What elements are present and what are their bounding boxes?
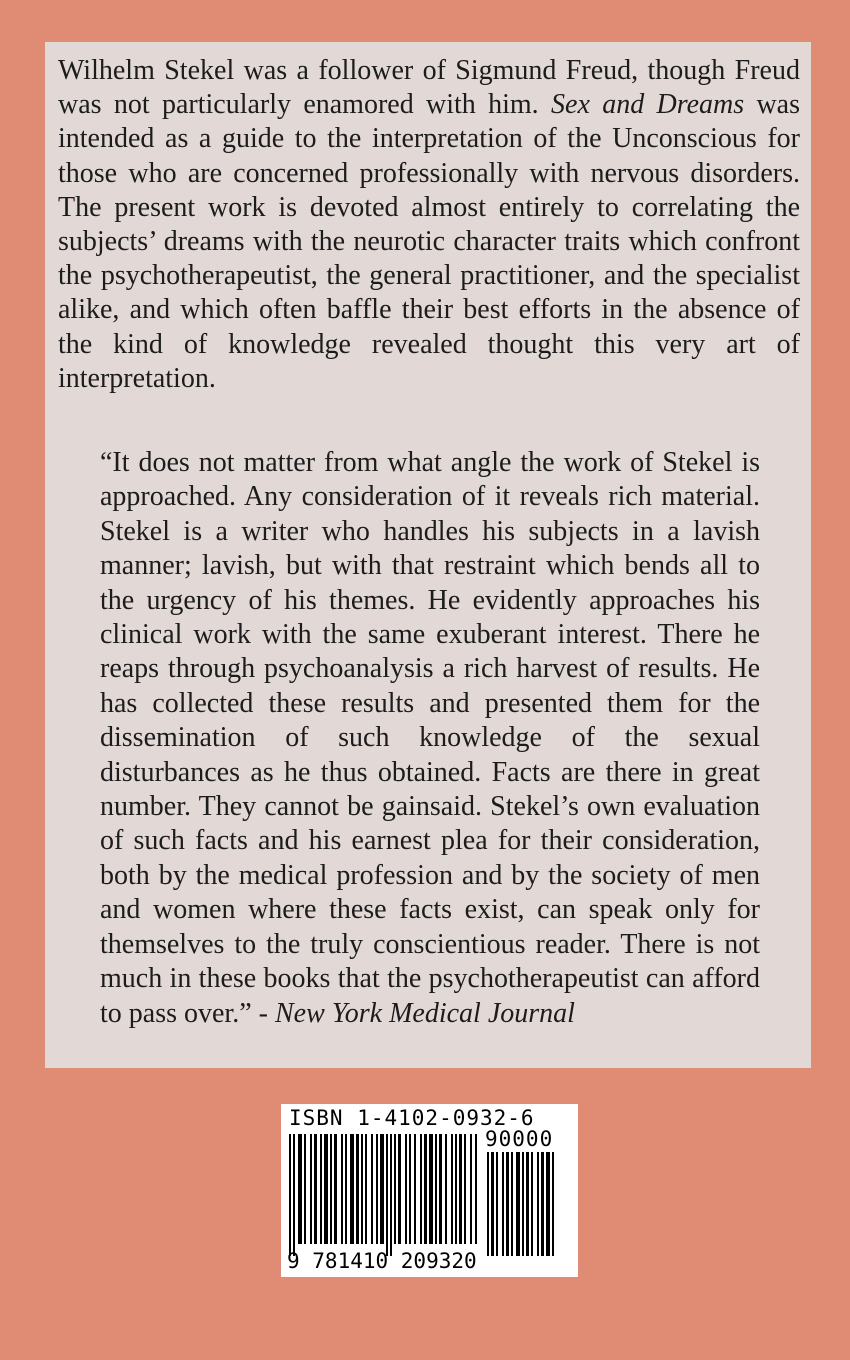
barcode-bar bbox=[496, 1152, 498, 1256]
barcode-bar bbox=[330, 1134, 332, 1244]
barcode-bar bbox=[439, 1134, 442, 1244]
barcode-bar bbox=[459, 1134, 462, 1244]
barcode-bar bbox=[475, 1134, 477, 1244]
barcode-bar bbox=[320, 1134, 322, 1244]
barcode-bar bbox=[394, 1134, 396, 1244]
barcode-bar bbox=[429, 1134, 433, 1244]
barcode-bar bbox=[293, 1134, 295, 1256]
barcode-bar bbox=[334, 1134, 337, 1244]
barcode-bar bbox=[506, 1152, 509, 1256]
isbn-barcode bbox=[281, 1104, 578, 1277]
barcode-bar bbox=[361, 1134, 363, 1244]
book-title: Sex and Dreams bbox=[551, 89, 745, 121]
barcode-bar bbox=[398, 1134, 401, 1244]
ean-number: 9 781410 209320 bbox=[287, 1249, 477, 1273]
price-code: 90000 bbox=[485, 1127, 554, 1151]
barcode-bar bbox=[424, 1134, 427, 1244]
isbn-number: ISBN 1-4102-0932-6 bbox=[289, 1106, 535, 1130]
barcode-bar bbox=[451, 1134, 453, 1244]
description-body: was intended as a guide to the interpretation of the Unconscious for those who are concerned professionally with nervous disorders. The present work is devoted almost entirely to correlating the subjects’ dreams with the neurotic character traits which confront the psychotherapeutist, the general practitioner, and the specialist alike, and which often baffle their best efforts in the absence of the kind of knowledge revealed thought this very art of interpretation. bbox=[58, 89, 801, 394]
barcode-bar bbox=[350, 1134, 354, 1244]
barcode-bar bbox=[502, 1152, 504, 1256]
barcode-bar bbox=[516, 1152, 520, 1256]
barcode-bar bbox=[314, 1134, 317, 1244]
barcode-bar bbox=[526, 1152, 529, 1256]
barcode-bar bbox=[522, 1152, 524, 1256]
review-quote-text: “It does not matter from what angle the work of Stekel is approached. Any consideration of it reveals rich material. Stekel is a writer who handles his subjects in a lavish manner; lavish, but with that restraint which bends all to the urgency of his themes. He evidently approaches his clinical work with the same exuberant interest. There he reaps through psychoanalysis a rich harvest of results. He has collected these results and presented them for the dissemination of such knowledge of the sexual disturbances as he thus obtained. Facts are there in great number. They cannot be gainsaid. Stekel’s own evaluation of such facts and his earnest plea for their consideration, both by the medical profession and by the society of men and women where these facts exist, can speak only for themselves to the truly conscientious reader. There is not much in these books that the psychotherapeutist can afford to pass over.” bbox=[100, 447, 760, 1029]
barcode-bar bbox=[345, 1134, 347, 1244]
barcode-bar bbox=[304, 1134, 306, 1244]
barcode-bar bbox=[470, 1134, 472, 1244]
barcode-bar bbox=[487, 1152, 489, 1256]
description-intro: Wilhelm Stekel was a follower of Sigmund Freud, though Freud was not particularly enamored with him. bbox=[58, 55, 800, 121]
barcode-bar bbox=[298, 1134, 302, 1244]
barcode-bar bbox=[365, 1134, 367, 1244]
barcode-bar bbox=[491, 1152, 494, 1256]
barcode-bar bbox=[341, 1134, 343, 1244]
barcode-bar bbox=[552, 1152, 554, 1256]
barcode-bar bbox=[390, 1134, 392, 1256]
barcode-bar bbox=[289, 1134, 291, 1256]
barcode-bar bbox=[310, 1134, 312, 1244]
barcode-bar bbox=[445, 1134, 447, 1244]
barcode-bar bbox=[420, 1134, 422, 1244]
addon-barcode-bars bbox=[487, 1152, 571, 1256]
barcode-bar bbox=[546, 1152, 550, 1256]
barcode-bar bbox=[435, 1134, 437, 1244]
barcode-bar bbox=[455, 1134, 457, 1244]
barcode-bar bbox=[380, 1134, 384, 1244]
barcode-bar bbox=[531, 1152, 533, 1256]
barcode-bar bbox=[409, 1134, 411, 1244]
book-description bbox=[58, 54, 800, 396]
barcode-bar bbox=[356, 1134, 359, 1244]
barcode-bar bbox=[541, 1152, 544, 1256]
review-quote bbox=[100, 446, 760, 1031]
review-source: New York Medical Journal bbox=[274, 997, 575, 1029]
ean-barcode-bars bbox=[289, 1134, 477, 1256]
barcode-bar bbox=[414, 1134, 416, 1244]
review-dash: - bbox=[251, 997, 275, 1029]
barcode-bar bbox=[405, 1134, 407, 1244]
back-cover-text-panel bbox=[45, 42, 811, 1068]
barcode-bar bbox=[324, 1134, 328, 1244]
barcode-bar bbox=[371, 1134, 373, 1244]
barcode-bar bbox=[376, 1134, 378, 1244]
barcode-bar bbox=[386, 1134, 388, 1256]
barcode-bar bbox=[464, 1134, 466, 1244]
barcode-bar bbox=[511, 1152, 513, 1256]
barcode-bar bbox=[537, 1152, 539, 1256]
